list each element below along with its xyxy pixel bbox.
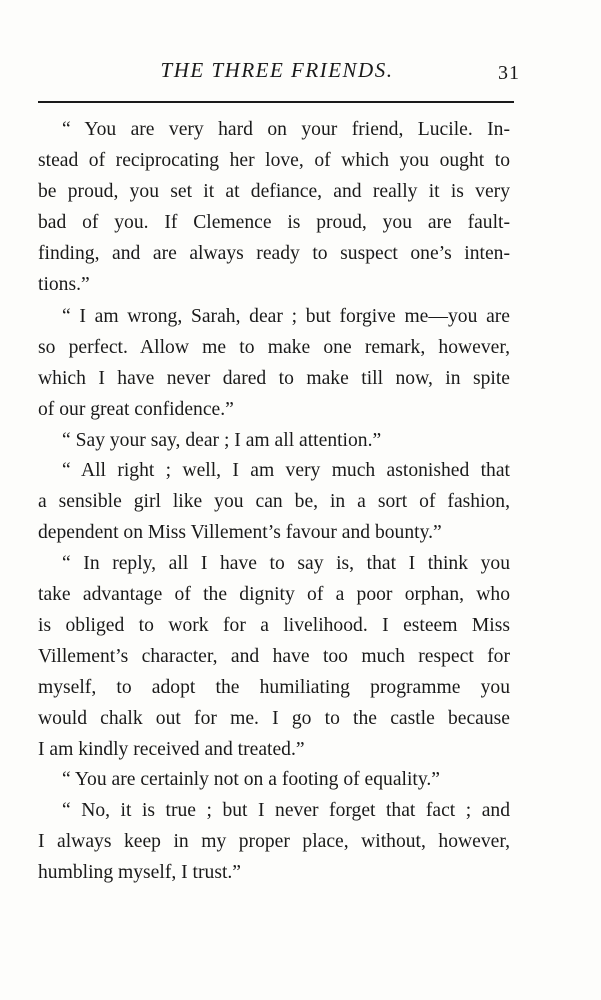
text-line: “ All right ; well, I am very much astonished that (62, 460, 510, 481)
text-line: which I have never dared to make till now, in spite (38, 368, 510, 389)
text-line: “ You are certainly not on a footing of equality.” (62, 769, 440, 790)
text-line: I am kindly received and treated.” (38, 739, 305, 760)
text-line: tions.” (38, 274, 90, 295)
text-line: stead of reciprocating her love, of which you ought to (38, 150, 510, 171)
text-line: be proud, you set it at defiance, and really it is very (38, 181, 510, 202)
text-line: is obliged to work for a livelihood. I esteem Miss (38, 615, 510, 636)
text-line: Villement’s character, and have too much respect for (38, 646, 510, 667)
text-line: would chalk out for me. I go to the castle because (38, 708, 510, 729)
text-line: so perfect. Allow me to make one remark, however, (38, 337, 510, 358)
text-line: myself, to adopt the humiliating programme you (38, 677, 510, 698)
header-rule (38, 101, 514, 103)
running-head (38, 56, 520, 90)
text-line: “ Say your say, dear ; I am all attention.” (62, 430, 382, 451)
text-line: “ No, it is true ; but I never forget that fact ; and (62, 800, 510, 821)
text-line: “ You are very hard on your friend, Lucile. In- (62, 119, 510, 140)
page-number: 31 (498, 62, 520, 84)
text-line: I always keep in my proper place, without, however, (38, 831, 510, 852)
text-line: humbling myself, I trust.” (38, 862, 241, 883)
text-line: take advantage of the dignity of a poor orphan, who (38, 584, 510, 605)
text-line: “ In reply, all I have to say is, that I think you (62, 553, 510, 574)
text-line: a sensible girl like you can be, in a sort of fashion, (38, 491, 510, 512)
running-title: THE THREE FRIENDS. (160, 58, 394, 82)
text-line: bad of you. If Clemence is proud, you are fault- (38, 212, 510, 233)
text-line: finding, and are always ready to suspect one’s inten- (38, 243, 510, 264)
text-line: “ I am wrong, Sarah, dear ; but forgive me—you are (62, 306, 510, 327)
text-line: of our great confidence.” (38, 399, 234, 420)
text-line: dependent on Miss Villement’s favour and bounty.” (38, 522, 442, 543)
